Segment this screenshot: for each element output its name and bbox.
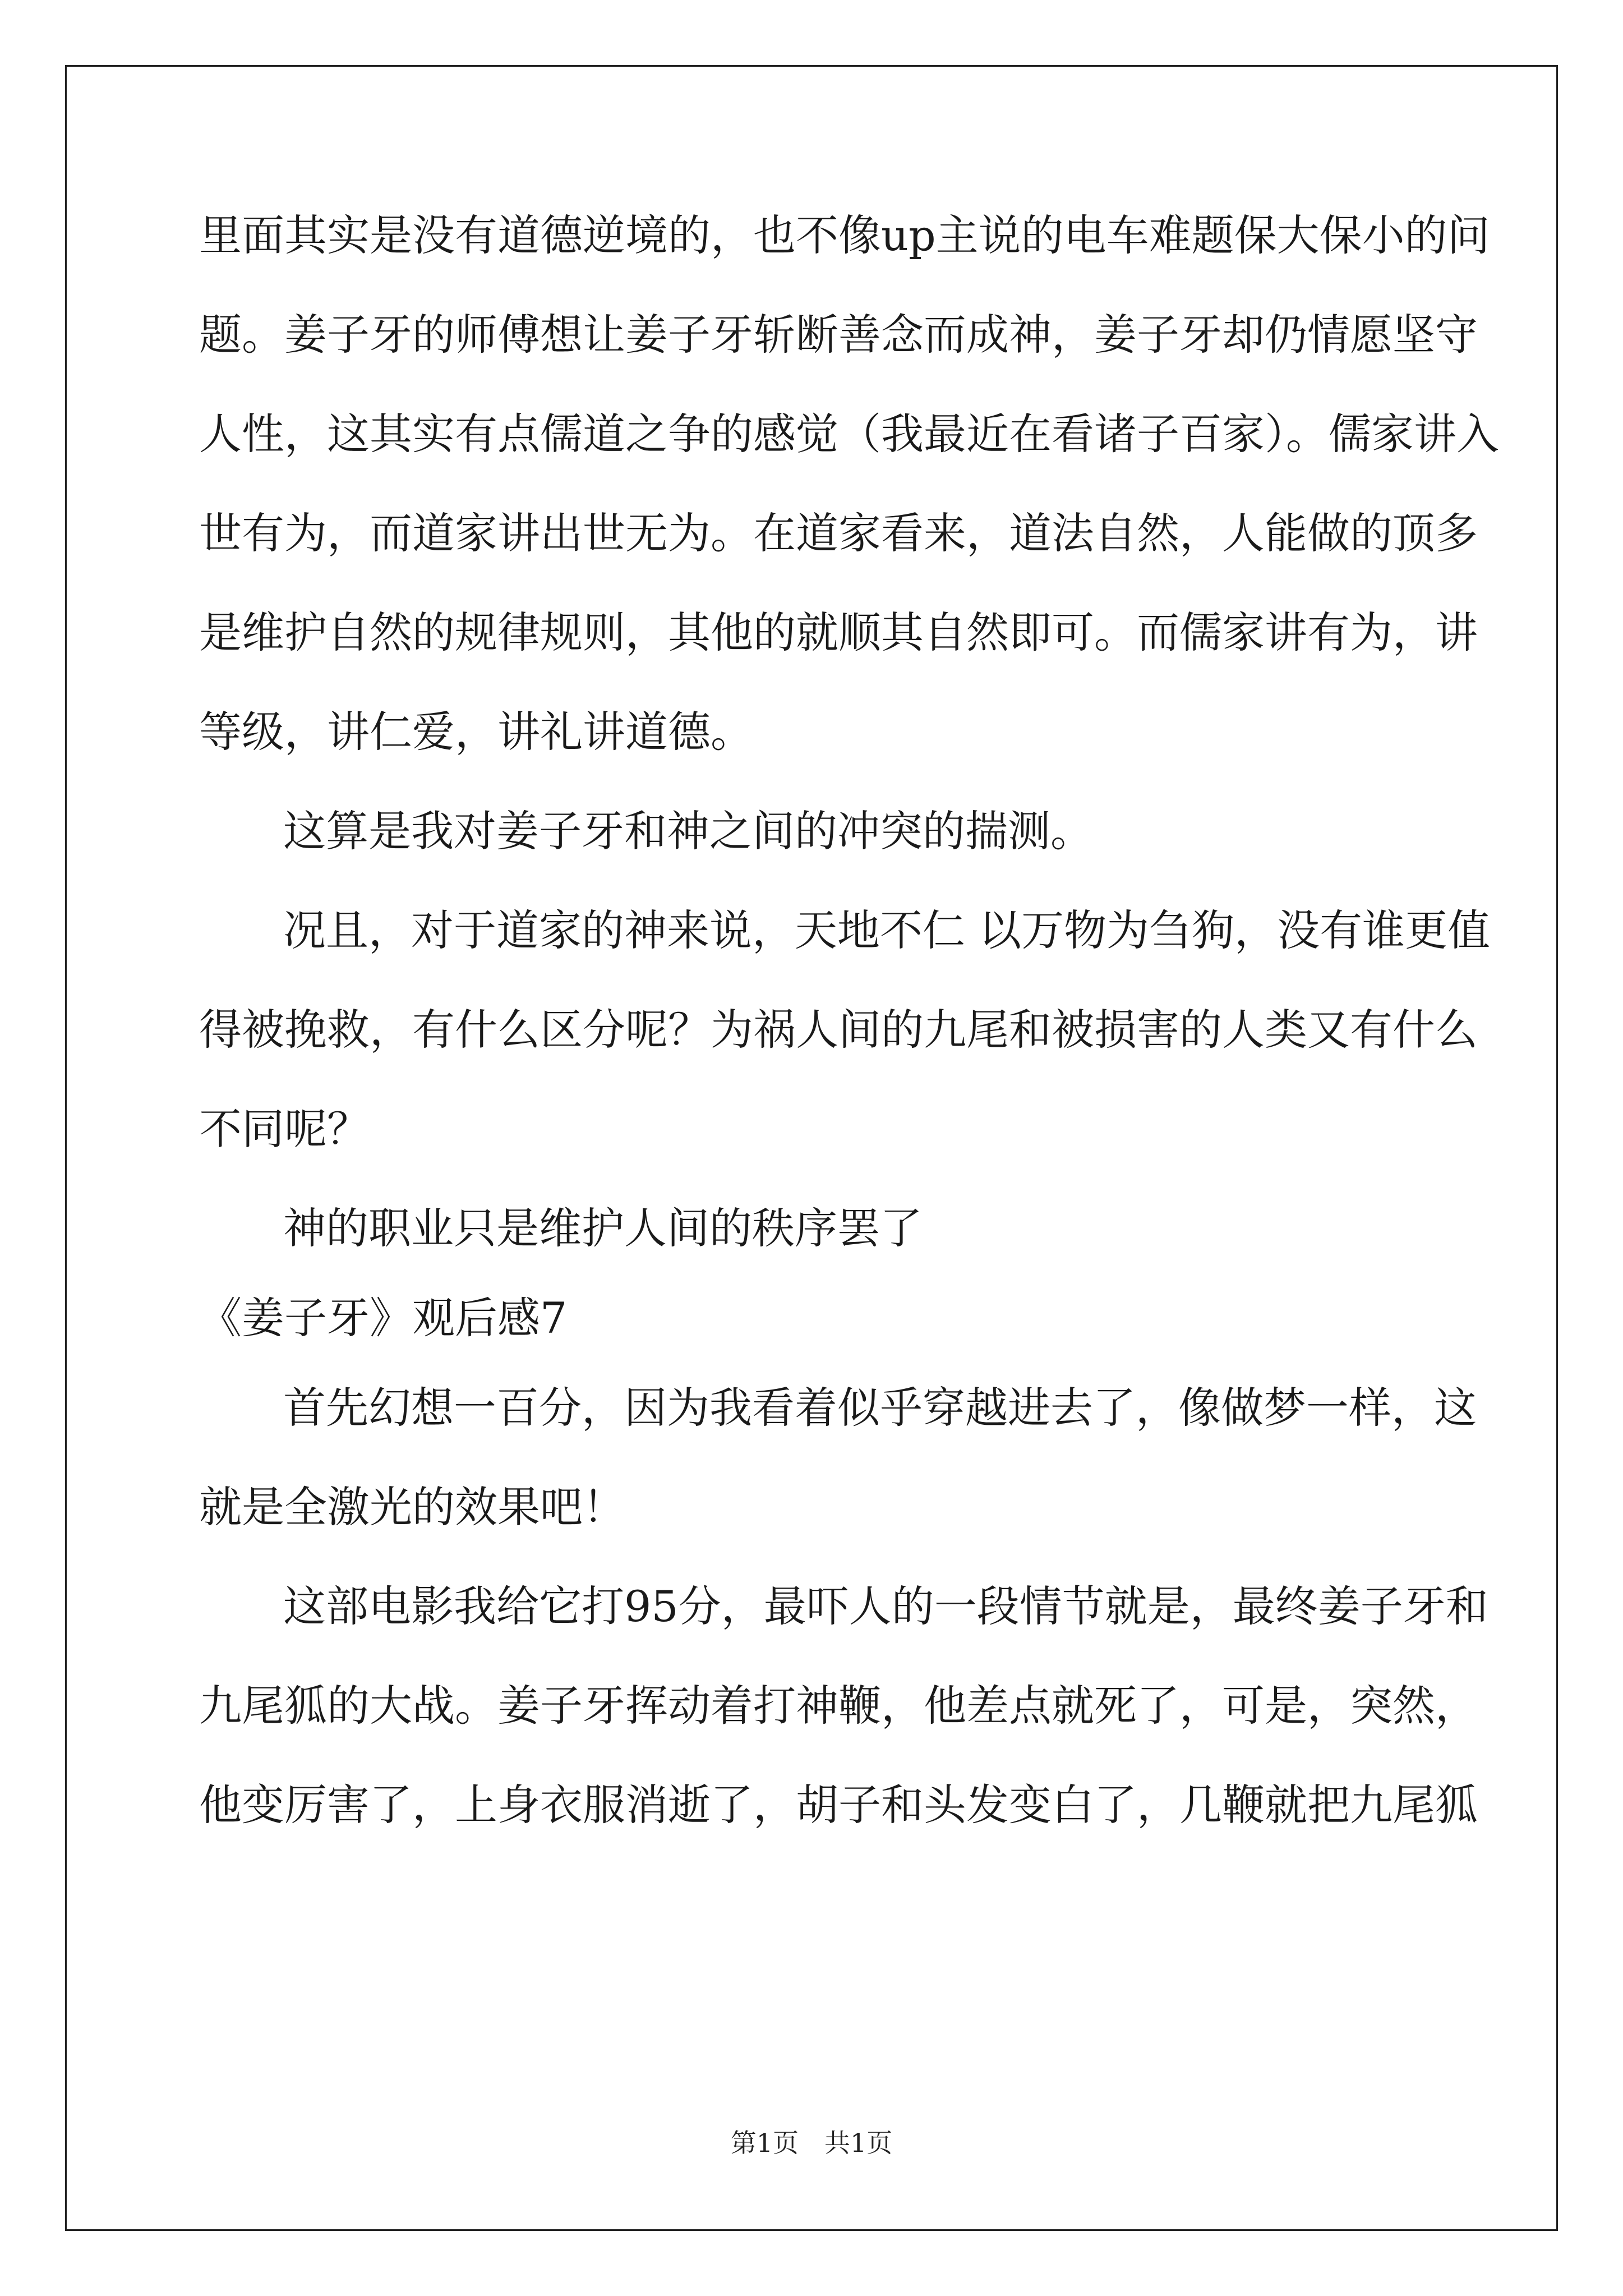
text-line: 他变厉害了，上身衣服消逝了，胡子和头发变白了，几鞭就把九尾狐 <box>199 1780 1478 1830</box>
text-line: 世有为，而道家讲出世无为。在道家看来，道法自然，人能做的顶多 <box>199 508 1478 558</box>
text-line: 九尾狐的大战。姜子牙挥动着打神鞭，他差点就死了，可是，突然， <box>199 1681 1478 1731</box>
text-line: 里面其实是没有道德逆境的，也不像up主说的电车难题保大保小的问 <box>199 210 1490 260</box>
text-line: 人性，这其实有点儒道之争的感觉（我最近在看诸子百家）。儒家讲入 <box>199 409 1499 459</box>
page-footer: 第1页 共1页 <box>730 2128 893 2158</box>
text-line: 首先幻想一百分，因为我看着似乎穿越进去了，像做梦一样，这 <box>283 1383 1477 1433</box>
section-heading: 《姜子牙》观后感7 <box>199 1293 568 1343</box>
text-line: 不同呢？ <box>199 1104 370 1154</box>
text-line: 这算是我对姜子牙和神之间的冲突的揣测。 <box>283 806 1093 856</box>
text-line: 得被挽救，有什么区分呢？为祸人间的九尾和被损害的人类又有什么 <box>199 1005 1478 1055</box>
text-line: 等级，讲仁爱，讲礼讲道德。 <box>199 707 753 757</box>
text-line: 况且，对于道家的神来说，天地不仁 以万物为刍狗，没有谁更值 <box>283 905 1491 955</box>
text-line: 题。姜子牙的师傅想让姜子牙斩断善念而成神，姜子牙却仍情愿坚守 <box>199 310 1478 360</box>
text-line: 这部电影我给它打95分，最吓人的一段情节就是，最终姜子牙和 <box>283 1581 1488 1631</box>
text-line: 就是全激光的效果吧！ <box>199 1482 625 1532</box>
text-line: 神的职业只是维护人间的秩序罢了 <box>283 1203 923 1253</box>
text-line: 是维护自然的规律规则，其他的就顺其自然即可。而儒家讲有为，讲 <box>199 608 1478 657</box>
